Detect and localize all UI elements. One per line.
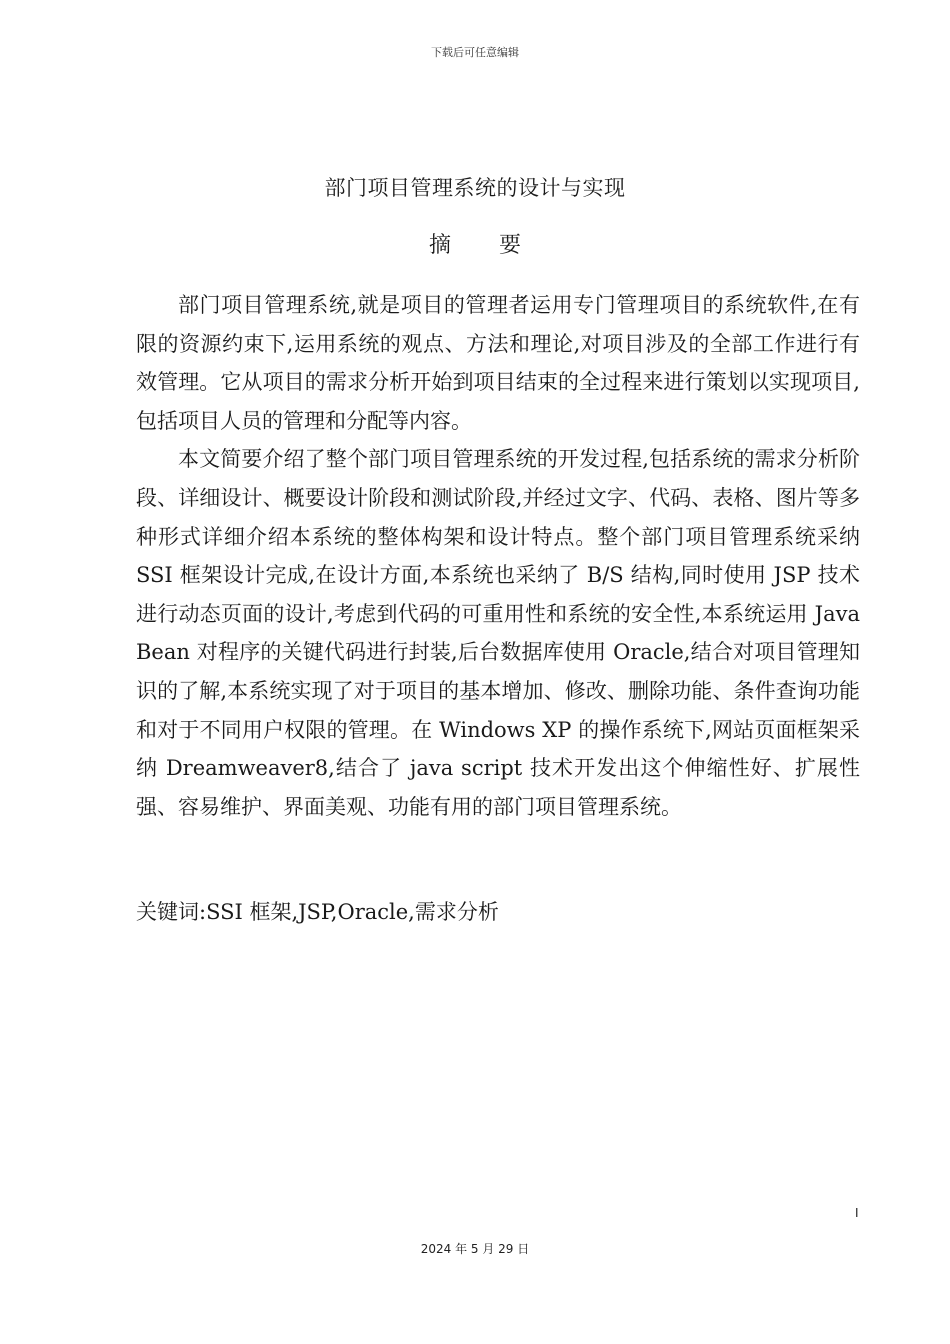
header-note: 下载后可任意编辑 — [431, 46, 519, 59]
footer-date: 2024 年 5 月 29 日 — [420, 1242, 530, 1256]
abstract-heading-char-2: 要 — [499, 233, 522, 258]
abstract-paragraph-2: 本文简要介绍了整个部门项目管理系统的开发过程,包括系统的需求分析阶段、详细设计、概要设计阶段和测试阶段,并经过文字、代码、表格、图片等多种形式详细介绍本系统的整体构架和设计特点。整个部门项目管理系统采纳 SSI 框架设计完成,在设计方面,本系统也采纳了 B/S 结构,同时使用 JSP 技术进行动态页面的设计,考虑到代码的可重用性和系统的安全性,本系统运用 Java Bean 对程序的关键代码进行封装,后台数据库使用 Oracle,结合对项目管理知识的了解,本系统实现了对于项目的基本增加、修改、删除功能、条件查询功能和对于不同用户权限的管理。在 Windows XP 的操作系统下,网站页面框架采纳 Dreamweaver8,结合了 java script 技术开发出这个伸缩性好、扩展性强、容易维护、界面美观、功能有用的部门项目管理系统。 — [136, 447, 860, 819]
document-title: 部门项目管理系统的设计与实现 — [324, 176, 626, 200]
abstract-paragraph-1: 部门项目管理系统,就是项目的管理者运用专门管理项目的系统软件,在有限的资源约束下,运用系统的观点、方法和理论,对项目涉及的全部工作进行有效管理。它从项目的需求分析开始到项目结束的全过程来进行策划以实现项目,包括项目人员的管理和分配等内容。 — [136, 293, 860, 433]
abstract-heading-char-1: 摘 — [428, 233, 451, 258]
abstract-heading — [0, 228, 950, 259]
page-number: I — [855, 1206, 859, 1220]
keywords-line: 关键词:SSI 框架,JSP,Oracle,需求分析 — [136, 900, 499, 924]
abstract-body — [136, 286, 860, 826]
